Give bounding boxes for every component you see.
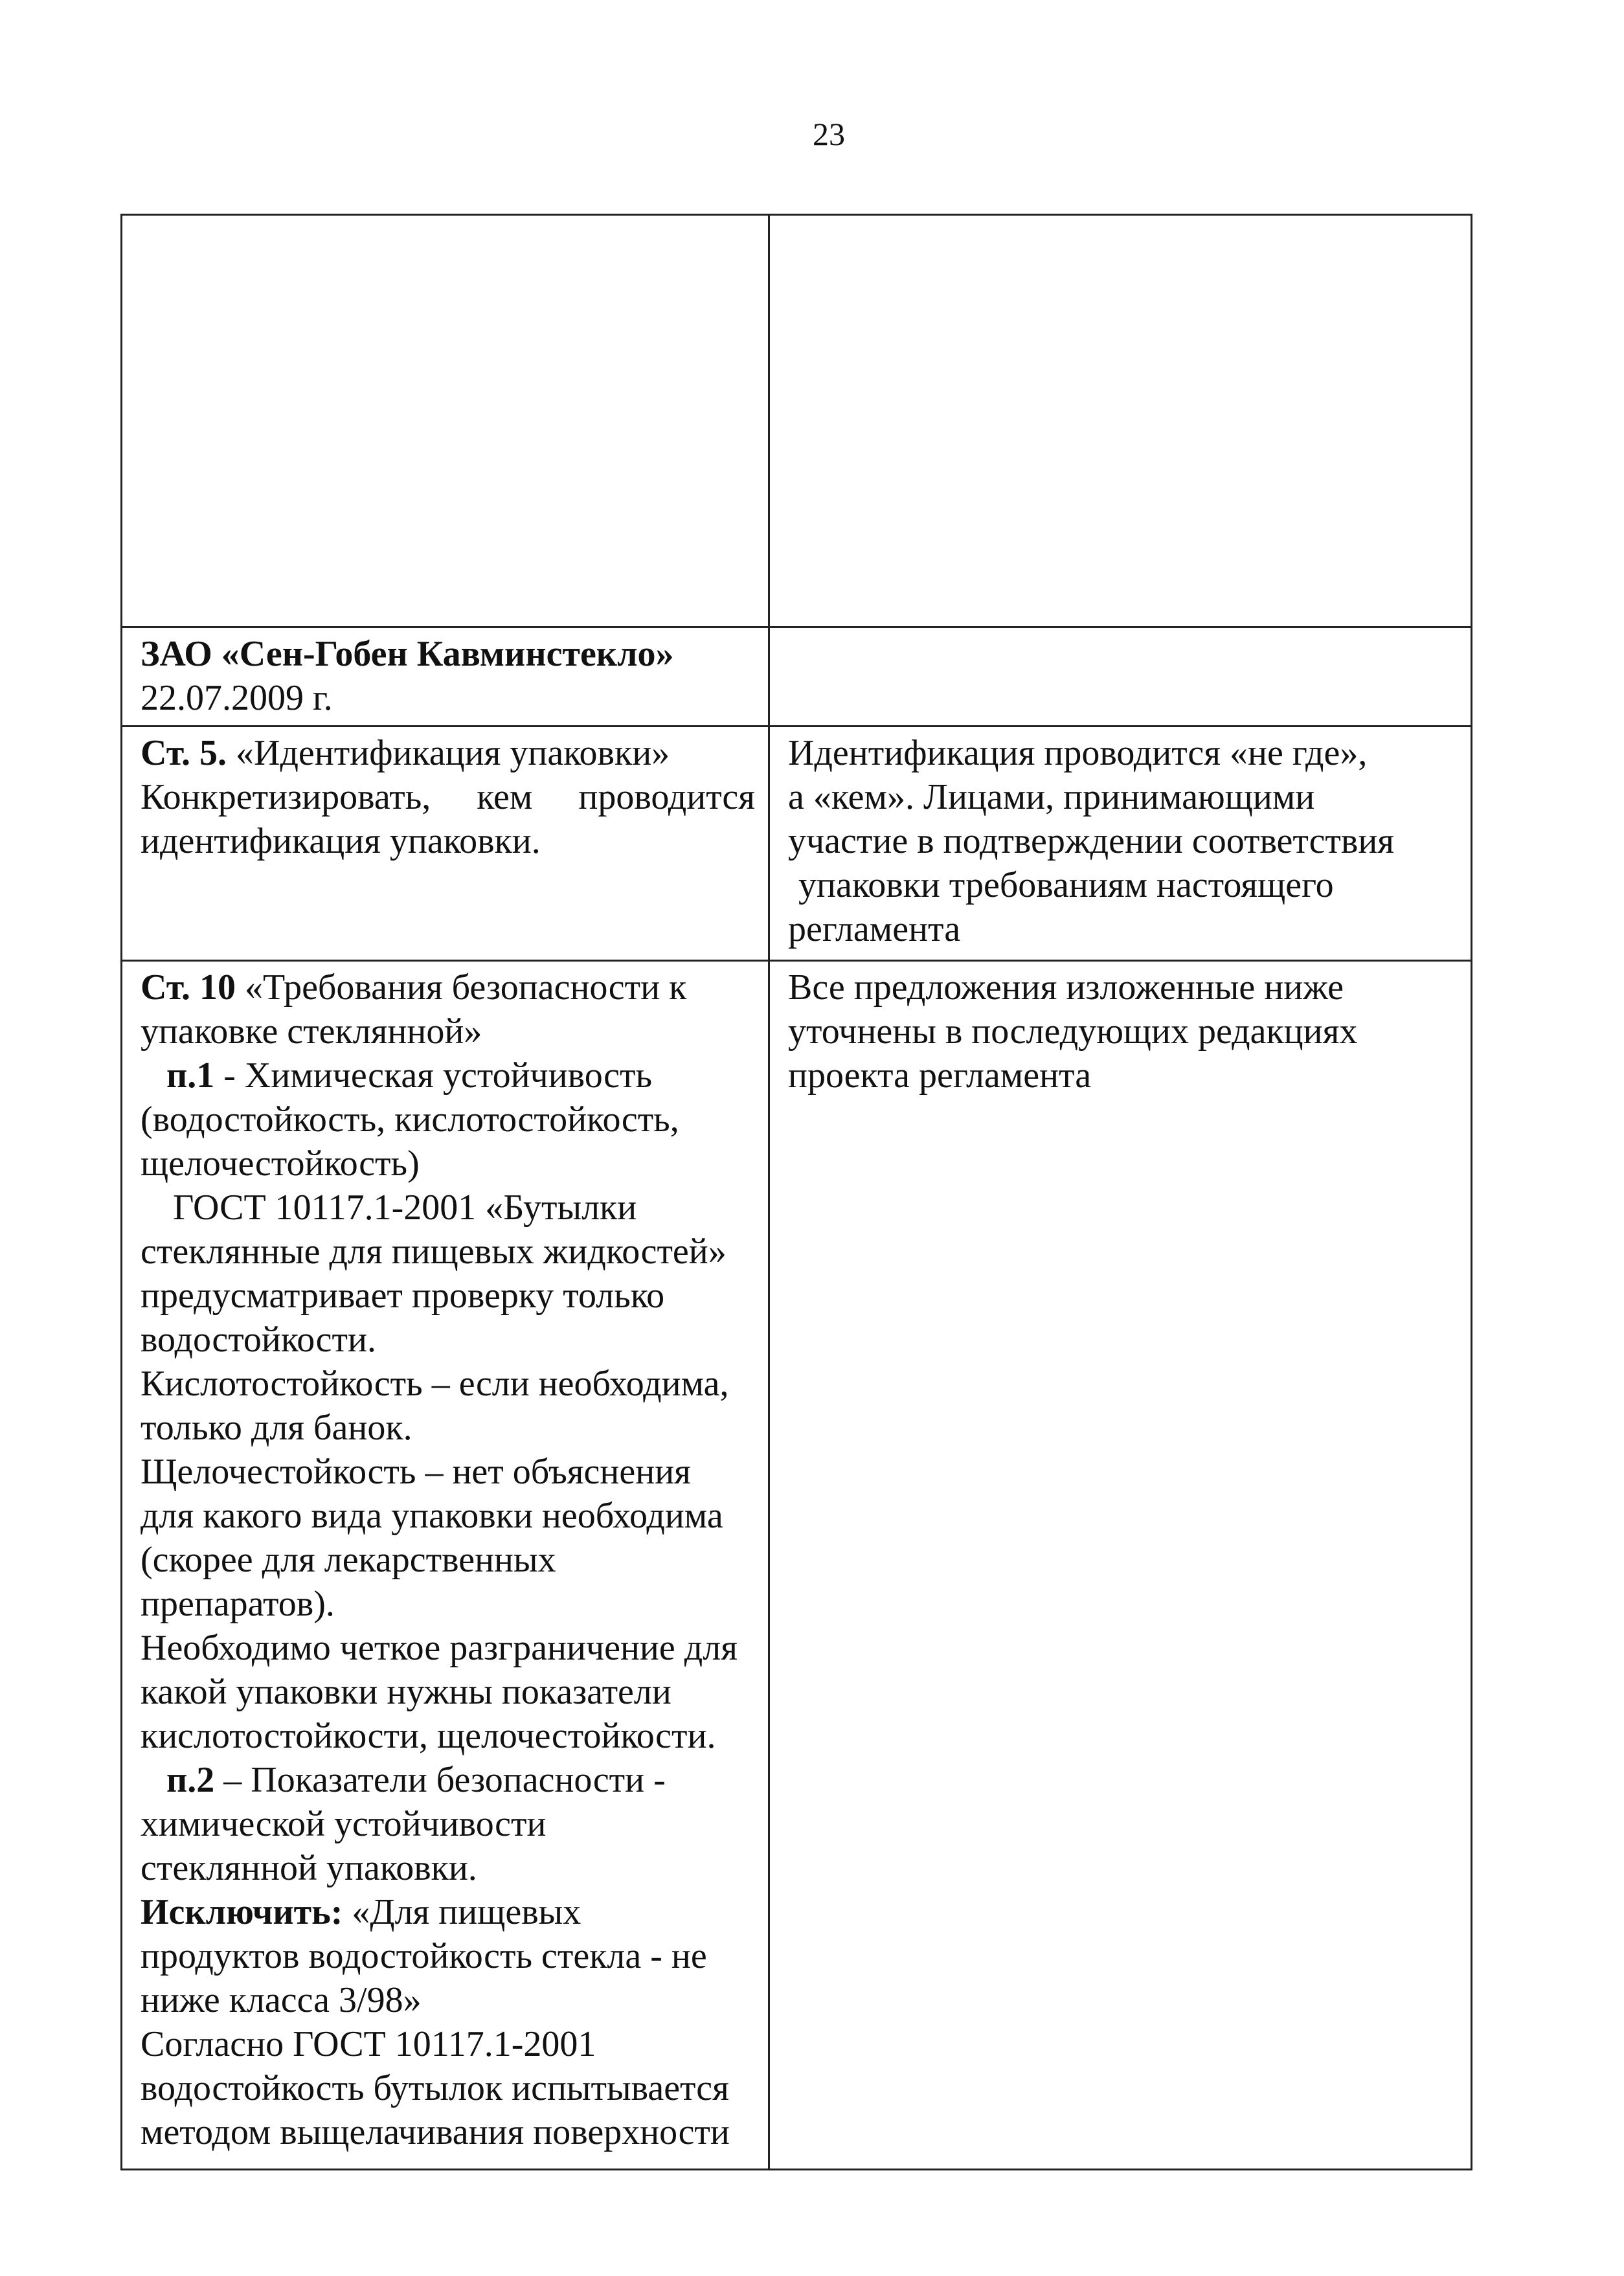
article10-alkali-line: препаратов). (141, 1584, 335, 1624)
table-row-empty (122, 215, 1472, 627)
article10-response-line: уточнены в последующих редакциях (788, 1011, 1358, 1052)
article10-gost-line: предусматривает проверку только (141, 1276, 665, 1316)
article10-p2-ref: п.2 (166, 1760, 215, 1800)
article10-alkali-line: (скорее для лекарственных (141, 1540, 556, 1580)
company-name: ЗАО «Сен-Гобен Кавминстекло» (141, 634, 674, 674)
article10-p1-line: щелочестойкость) (141, 1144, 420, 1184)
article10-title-2: упаковке стеклянной» (141, 1011, 482, 1052)
article10-p2-line: химической устойчивости (141, 1804, 547, 1844)
article10-response-line: проекта регламента (788, 1055, 1092, 1096)
company-date: 22.07.2009 г. (141, 678, 333, 718)
article5-response-line: Идентификация проводится «не где», (788, 733, 1368, 773)
article5-text: Конкретизировать, кем проводится (141, 777, 755, 817)
article10-p2-line: стеклянной упаковки. (141, 1848, 477, 1888)
article10-need-line: кислотостойкости, щелочестойкости. (141, 1716, 716, 1756)
article10-heading (141, 965, 755, 1009)
article5-response-line: регламента (788, 909, 961, 949)
article10-exclude-label: Исключить: (141, 1892, 343, 1932)
article10-need-line: какой упаковки нужны показатели (141, 1672, 671, 1712)
article10-need-line: Необходимо четкое разграничение для (141, 1628, 738, 1668)
article5-response-line: а «кем». Лицами, принимающими (788, 777, 1315, 817)
article5-response-cell (769, 727, 1472, 961)
page-number: 23 (813, 116, 845, 152)
article10-according-line: Согласно ГОСТ 10117.1-2001 (141, 2024, 596, 2064)
article10-p2-heading (141, 1758, 755, 1802)
article10-response-line: Все предложения изложенные ниже (788, 967, 1344, 1008)
article10-according-line: водостойкость бутылок испытывается (141, 2068, 729, 2108)
article5-title: «Идентификация упаковки» (227, 733, 670, 773)
article5-text-2: идентификация упаковки. (141, 821, 541, 861)
article10-ref: Ст. 10 (141, 967, 236, 1008)
article10-p1-line: (водостойкость, кислотостойкость, (141, 1099, 679, 1140)
table-row-article10 (122, 961, 1472, 2170)
company-cell (122, 627, 769, 727)
table-row-company (122, 627, 1472, 727)
article10-gost-line: стеклянные для пищевых жидкостей» (141, 1232, 727, 1272)
article5-ref: Ст. 5. (141, 733, 227, 773)
article10-acid-line: Кислотостойкость – если необходима, (141, 1364, 729, 1404)
article10-p1-title: - Химическая устойчивость (214, 1055, 652, 1096)
article5-response-line: упаковки требованиям настоящего (798, 865, 1334, 905)
company-response-cell (769, 627, 1472, 727)
article10-exclude-text: «Для пищевых (343, 1892, 581, 1932)
article10-response-cell (769, 961, 1472, 2170)
table-row-article5 (122, 727, 1472, 961)
article10-exclude-heading (141, 1890, 755, 1934)
article10-exclude-line: ниже класса 3/98» (141, 1980, 422, 2020)
article5-response-line: участие в подтверждении соответствия (788, 821, 1395, 861)
article10-gost-line: ГОСТ 10117.1-2001 «Бутылки (173, 1188, 637, 1228)
article10-comment-cell (122, 961, 769, 2170)
article5-heading (141, 731, 755, 775)
article10-acid-line: только для банок. (141, 1408, 412, 1448)
article10-p2-title: – Показатели безопасности - (214, 1760, 666, 1800)
empty-cell-left (122, 215, 769, 627)
article5-comment-cell (122, 727, 769, 961)
article10-exclude-line: продуктов водостойкость стекла - не (141, 1936, 707, 1976)
article10-title: «Требования безопасности к (236, 967, 687, 1008)
empty-cell-right (769, 215, 1472, 627)
article10-p1-heading (141, 1053, 755, 1098)
article10-gost-line: водостойкости. (141, 1320, 376, 1360)
article10-alkali-line: Щелочестойкость – нет объяснения (141, 1452, 691, 1492)
article10-alkali-line: для какого вида упаковки необходима (141, 1496, 723, 1536)
article10-p1-ref: п.1 (166, 1055, 215, 1096)
article10-according-line: методом выщелачивания поверхности (141, 2112, 730, 2152)
comments-table (120, 214, 1472, 2170)
